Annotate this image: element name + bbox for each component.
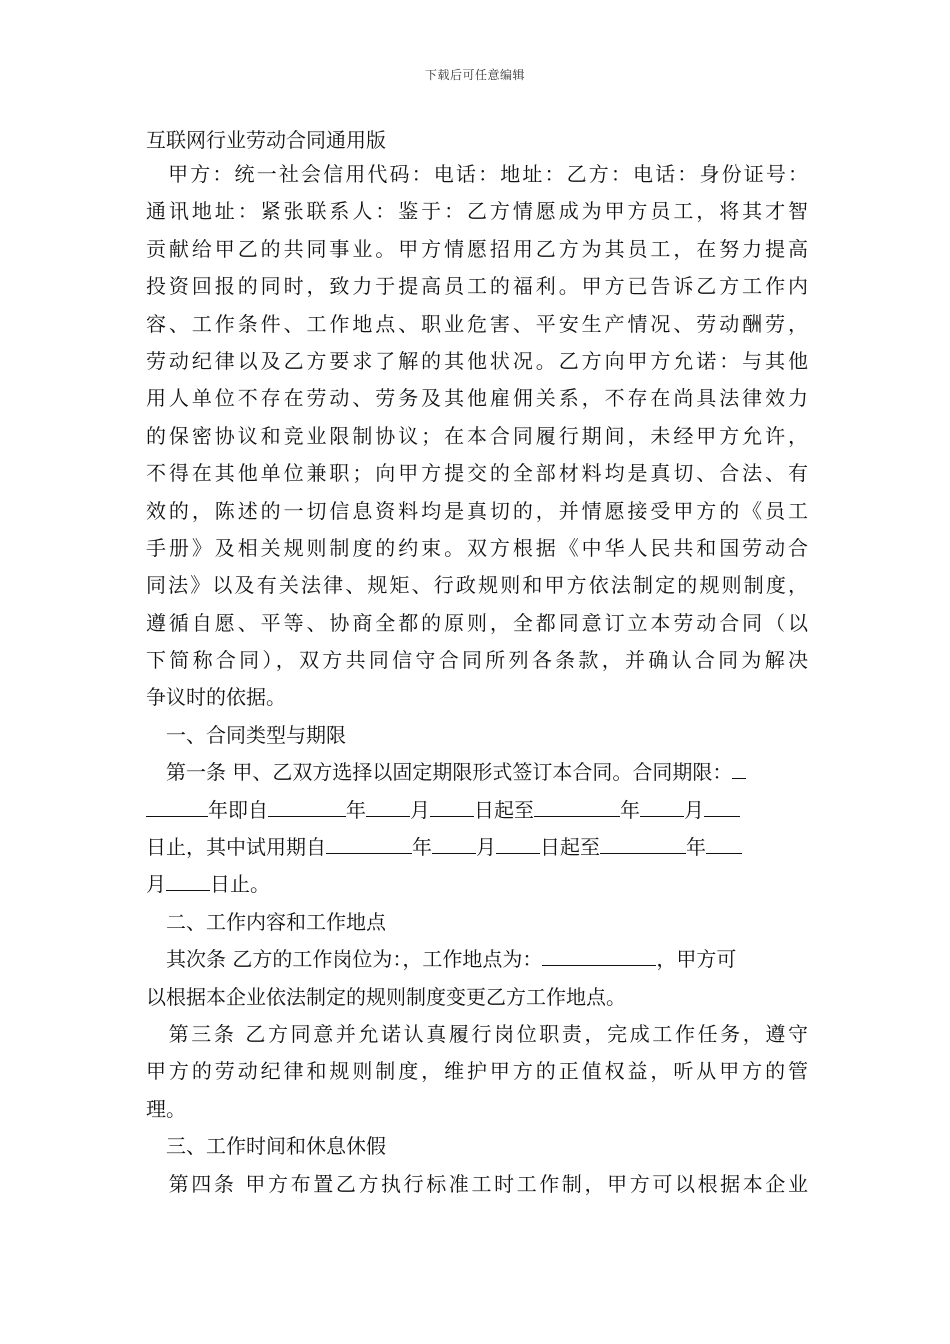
text-fragment: 其次条 乙方的工作岗位为：，工作地点为： <box>146 947 543 972</box>
text-fragment: 年即自 <box>208 797 268 822</box>
text-line: 效的，陈述的一切信息资料均是真切的，并情愿接受甲方的《员工 <box>146 498 808 523</box>
article-1-line-4 <box>146 866 808 903</box>
text-fragment: 日起至 <box>474 797 534 822</box>
blank-field <box>496 831 540 854</box>
article-1-text: 第一条 甲、乙双方选择以固定期限形式签订本合同。合同期限： <box>146 760 733 785</box>
text-line: 用人单位不存在劳动、劳务及其他雇佣关系，不存在尚具法律效力 <box>146 386 808 411</box>
text-fragment: 年 <box>412 835 432 860</box>
section-heading-work-time: 三、工作时间和休息休假 <box>146 1134 386 1159</box>
text-line: 同法》以及有关法律、规矩、行政规则和甲方依法制定的规则制度， <box>146 573 808 598</box>
text-line: 通讯地址：紧张联系人：鉴于：乙方情愿成为甲方员工，将其才智 <box>146 199 808 224</box>
text-fragment: ，甲方可 <box>656 947 737 972</box>
article-3-line-3: 理。 <box>146 1096 186 1121</box>
blank-field <box>732 756 746 779</box>
text-line: 投资回报的同时，致力于提高员工的福利。甲方已告诉乙方工作内 <box>146 274 808 299</box>
blank-field <box>640 794 684 817</box>
section-heading-work-content: 二、工作内容和工作地点 <box>146 909 386 934</box>
text-fragment: 年 <box>346 797 366 822</box>
blank-field <box>704 794 740 817</box>
text-line: 甲方：统一社会信用代码：电话：地址：乙方：电话：身份证号： <box>146 162 808 186</box>
blank-field <box>268 794 346 817</box>
text-line: 遵循自愿、平等、协商全都的原则，全都同意订立本劳动合同（以 <box>146 610 808 635</box>
text-line: 不得在其他单位兼职；向甲方提交的全部材料均是真切、合法、有 <box>146 461 808 486</box>
article-2-line-1 <box>146 941 808 978</box>
blank-field <box>542 943 656 966</box>
document-body <box>146 156 808 1203</box>
blank-field <box>326 831 412 854</box>
article-1-line-2 <box>146 792 808 829</box>
text-line: 争议时的依据。 <box>146 685 286 710</box>
blank-field <box>534 794 620 817</box>
article-1-line-1 <box>146 754 808 791</box>
blank-field <box>432 831 476 854</box>
text-fragment: 年 <box>686 835 706 860</box>
header-note: 下载后可任意编辑 <box>424 68 525 82</box>
blank-field <box>366 794 410 817</box>
article-3-line-2: 甲方的劳动纪律和规则制度，维护甲方的正值权益，听从甲方的管 <box>146 1059 808 1084</box>
text-line: 的保密协议和竞业限制协议；在本合同履行期间，未经甲方允许， <box>146 423 808 448</box>
text-line: 容、工作条件、工作地点、职业危害、平安生产情况、劳动酬劳， <box>146 311 808 336</box>
article-1-line-3 <box>146 829 808 866</box>
blank-field <box>166 868 210 891</box>
section-heading-contract-type: 一、合同类型与期限 <box>146 722 346 747</box>
text-fragment: 日止，其中试用期自 <box>146 835 326 860</box>
text-fragment: 月 <box>146 872 166 897</box>
text-line: 贡献给甲乙的共同事业。甲方情愿招用乙方为其员工，在努力提高 <box>146 236 808 261</box>
blank-field <box>706 831 742 854</box>
text-fragment: 日止。 <box>210 872 270 897</box>
article-4-line-1: 第四条 甲方布置乙方执行标准工时工作制，甲方可以根据本企业 <box>146 1171 808 1196</box>
text-fragment: 月 <box>410 797 430 822</box>
text-line: 下简称合同），双方共同信守合同所列各条款，并确认合同为解决 <box>146 648 808 673</box>
text-line: 手册》及相关规则制度的约束。双方根据《中华人民共和国劳动合 <box>146 535 808 560</box>
text-fragment: 年 <box>620 797 640 822</box>
blank-field <box>600 831 686 854</box>
text-fragment: 日起至 <box>540 835 600 860</box>
blank-field <box>146 794 208 817</box>
blank-field <box>430 794 474 817</box>
text-fragment: 月 <box>476 835 496 860</box>
article-3-line-1: 第三条 乙方同意并允诺认真履行岗位职责，完成工作任务，遵守 <box>146 1021 808 1046</box>
document-title: 互联网行业劳动合同通用版 <box>146 128 386 152</box>
text-line: 劳动纪律以及乙方要求了解的其他状况。乙方向甲方允诺：与其他 <box>146 348 808 373</box>
text-fragment: 月 <box>684 797 704 822</box>
article-2-line-2: 以根据本企业依法制定的规则制度变更乙方工作地点。 <box>146 984 626 1009</box>
